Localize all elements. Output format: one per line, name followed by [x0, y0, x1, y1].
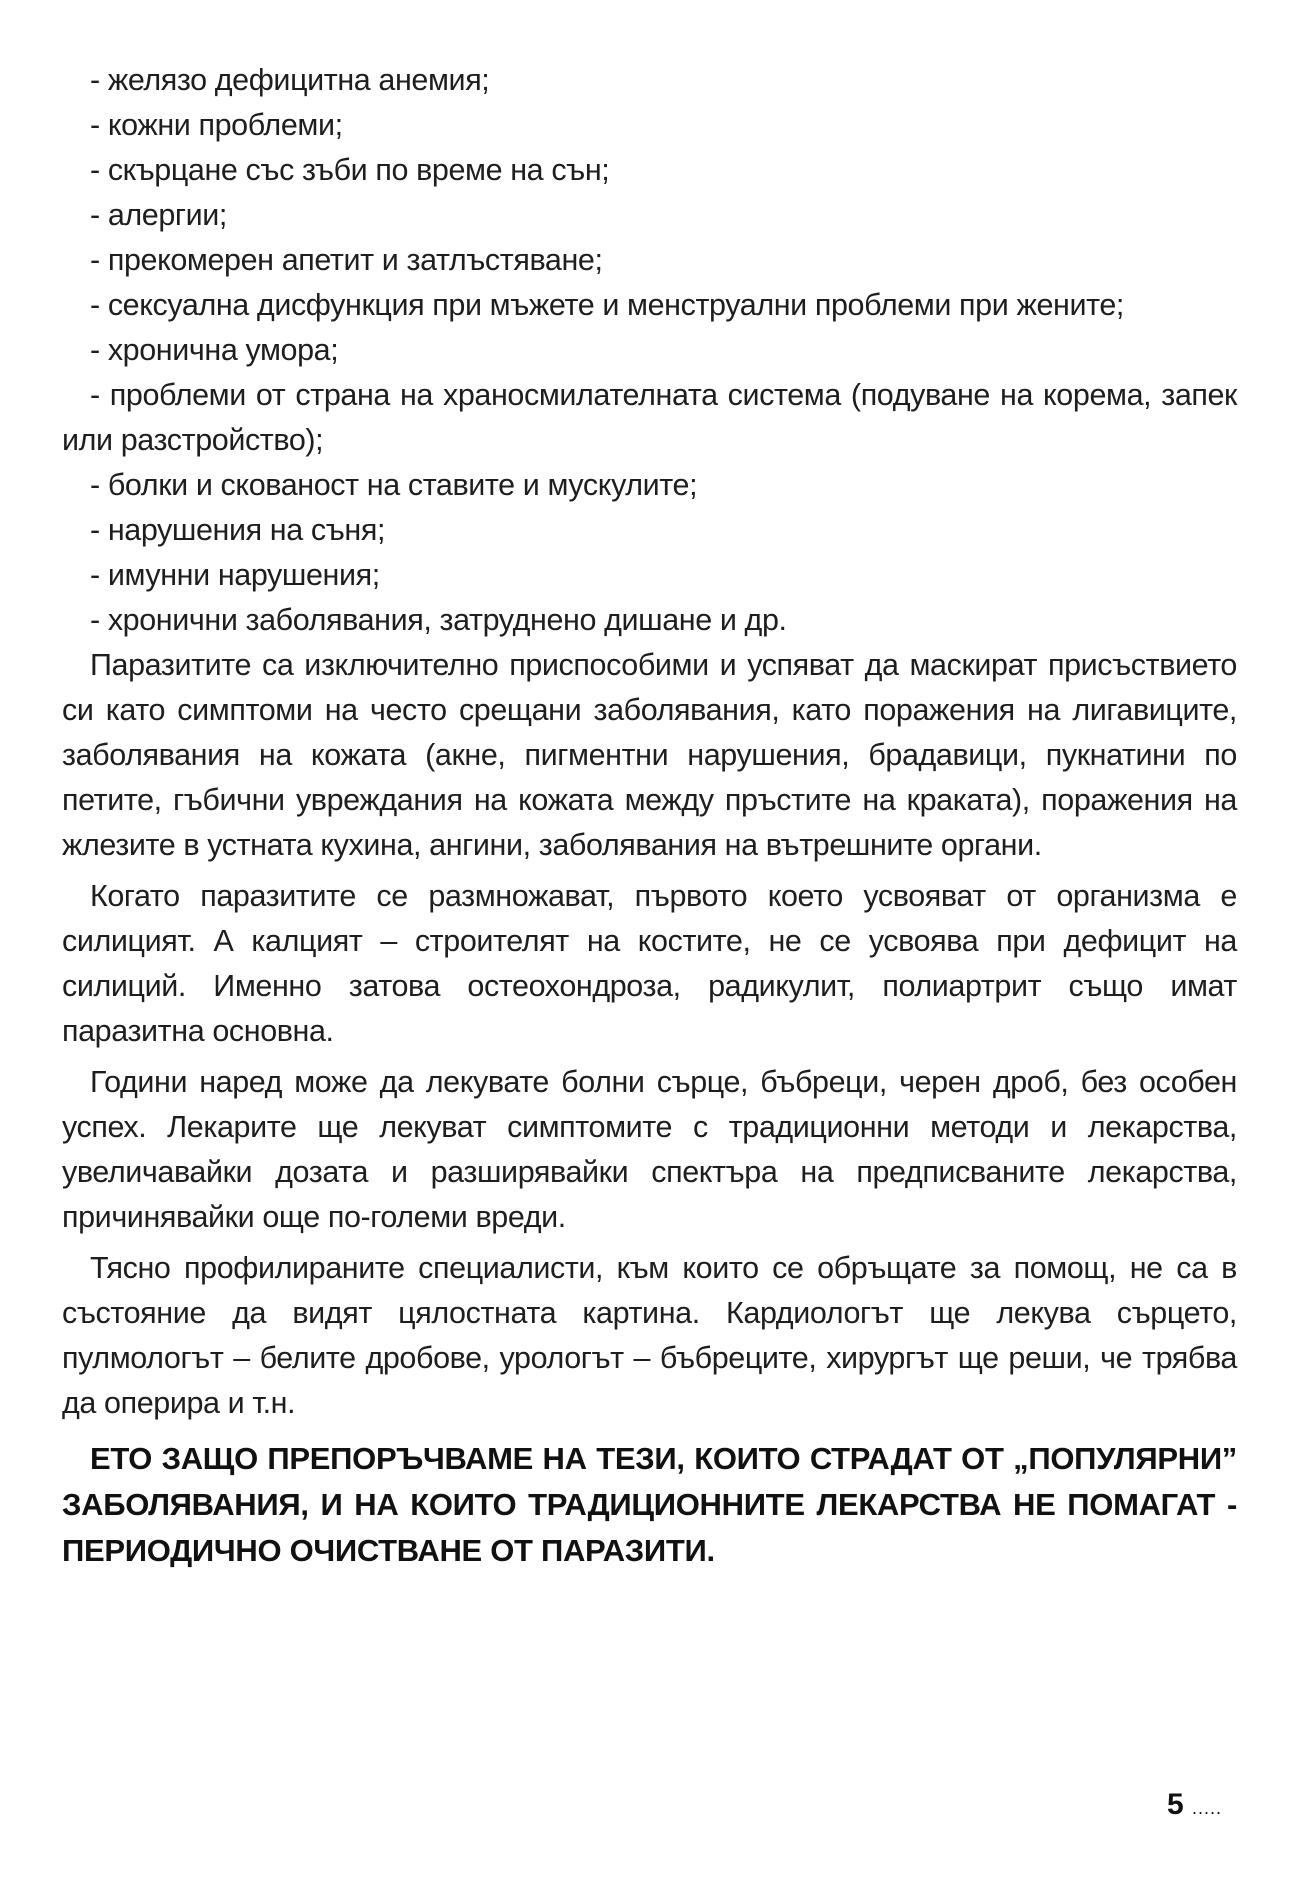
list-item: - хронична умора; [90, 333, 339, 367]
list-item: - хронични заболявания, затруднено дишане и др. [90, 603, 787, 637]
body-paragraph: Тясно профилираните специалисти, към които се обръщате за помощ, не са в състояние да видят цялостната картина. Кардиологът ще лекува сърцето, пулмологът – белите дробове, урологът – бъбреците, хирургът ще реши, че трябва да оперира и т.н. [62, 1251, 1237, 1420]
body-paragraph: Когато паразитите се размножават, първото което усвояват от организма е силицият. А калцият – строителят на костите, не се усвоява при дефицит на силиций. Именно затова остеохондроза, радикулит, полиартрит също имат паразитна основна. [62, 879, 1237, 1048]
body-paragraph: Паразитите са изключително приспособими и успяват да маскират присъствието си като симптоми на често срещани заболявания, като поражения на лигавиците, заболявания на кожата (акне, пигментни нарушения, брадавици, пукнатини по петите, гъбични увреждания на кожата между пръстите на краката), поражения на жлезите в устната кухина, ангини, заболявания на вътрешните органи. [62, 648, 1237, 862]
list-item: - сексуална дисфункция при мъжете и менструални проблеми при жените; [90, 288, 1124, 322]
list-item: - кожни проблеми; [90, 108, 343, 142]
list-item: - желязо дефицитна анемия; [90, 63, 490, 97]
list-item: - алергии; [90, 198, 227, 232]
document-page [62, 58, 1237, 1574]
page-number-dots: ..... [1191, 1798, 1222, 1818]
list-item: - имунни нарушения; [90, 558, 380, 592]
page-footer [1167, 1788, 1222, 1822]
conclusion-callout: ЕТО ЗАЩО ПРЕПОРЪЧВАМЕ НА ТЕЗИ, КОИТО СТРАДАТ ОТ „ПОПУЛЯРНИ” ЗАБОЛЯВАНИЯ, И НА КОИТО ТРАДИЦИОННИТЕ ЛЕКАРСТВА НЕ ПОМАГАТ - ПЕРИОДИЧНО ОЧИСТВАНЕ ОТ ПАРАЗИТИ. [62, 1441, 1237, 1568]
list-item: - нарушения на съня; [90, 513, 386, 547]
list-item: - болки и скованост на ставите и мускулите; [90, 468, 698, 502]
page-number: 5 [1166, 1788, 1184, 1821]
list-item: - прекомерен апетит и затлъстяване; [90, 243, 603, 277]
list-item: - скърцане със зъби по време на сън; [90, 153, 610, 187]
list-item: - проблеми от страна на храносмилателната система (подуване на корема, запек или разстройство); [62, 378, 1237, 457]
symptom-list [62, 58, 1237, 643]
body-paragraph: Години наред може да лекувате болни сърце, бъбреци, черен дроб, без особен успех. Лекарите ще лекуват симптомите с традиционни методи и лекарства, увеличавайки дозата и разширявайки спектъра на предписваните лекарства, причинявайки още по-големи вреди. [62, 1065, 1237, 1234]
